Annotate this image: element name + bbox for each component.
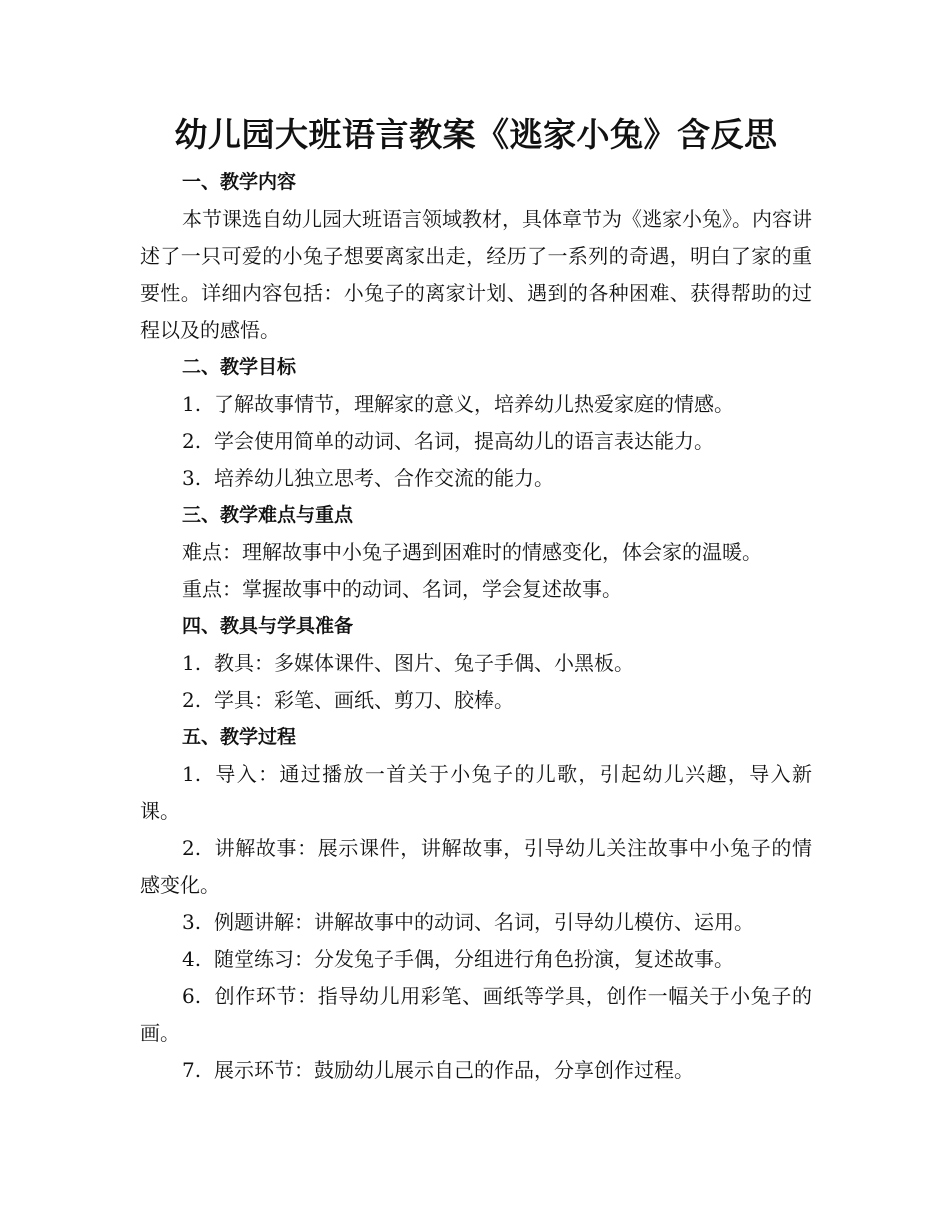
item-text: 学具：彩笔、画纸、剪刀、胶棒。 — [214, 688, 514, 712]
document-title: 幼儿园大班语言教案《逃家小兔》含反思 — [174, 115, 778, 154]
section-heading: 一、教学内容 — [182, 171, 297, 193]
section-teaching-process — [140, 719, 812, 1089]
item-text: 教具：多媒体课件、图片、兔子手偶、小黑板。 — [214, 651, 634, 675]
item-number: 1. — [182, 392, 202, 416]
document-page — [140, 112, 812, 1089]
item-number: 3. — [182, 466, 202, 490]
item-number: 4. — [182, 947, 202, 971]
list-item — [140, 830, 812, 904]
paragraph: 难点：理解故事中小兔子遇到困难时的情感变化，体会家的温暖。 — [182, 540, 762, 564]
item-text: 了解故事情节，理解家的意义，培养幼儿热爱家庭的情感。 — [214, 392, 734, 416]
item-number: 2. — [182, 429, 202, 453]
item-text: 讲解故事：展示课件，讲解故事，引导幼儿关注故事中小兔子的情感变化。 — [140, 836, 812, 897]
list-item — [140, 756, 812, 830]
list-item — [140, 386, 812, 423]
section-heading: 三、教学难点与重点 — [182, 504, 354, 526]
item-text: 随堂练习：分发兔子手偶，分组进行角色扮演，复述故事。 — [214, 947, 734, 971]
list-item — [140, 423, 812, 460]
section-materials — [140, 608, 812, 719]
item-text: 培养幼儿独立思考、合作交流的能力。 — [214, 466, 554, 490]
list-item — [140, 645, 812, 682]
item-number: 7. — [182, 1058, 202, 1082]
list-item — [140, 941, 812, 978]
item-number: 1. — [182, 651, 202, 675]
item-text: 例题讲解：讲解故事中的动词、名词，引导幼儿模仿、运用。 — [214, 910, 754, 934]
list-item — [140, 460, 812, 497]
item-text: 创作环节：指导幼儿用彩笔、画纸等学具，创作一幅关于小兔子的画。 — [140, 984, 812, 1045]
list-item — [140, 904, 812, 941]
paragraph: 本节课选自幼儿园大班语言领域教材，具体章节为《逃家小兔》。内容讲述了一只可爱的小兔子想要离家出走，经历了一系列的奇遇，明白了家的重要性。详细内容包括：小兔子的离家计划、遇到的各种困难、获得帮助的过程以及的感悟。 — [140, 207, 812, 342]
item-number: 1. — [182, 762, 202, 786]
section-heading: 五、教学过程 — [182, 726, 297, 748]
item-text: 学会使用简单的动词、名词，提高幼儿的语言表达能力。 — [214, 429, 714, 453]
section-heading: 四、教具与学具准备 — [182, 615, 354, 637]
item-number: 2. — [182, 688, 202, 712]
section-teaching-content — [140, 164, 812, 349]
section-difficulties-focus — [140, 497, 812, 608]
section-heading: 二、教学目标 — [182, 356, 297, 378]
list-item — [140, 978, 812, 1052]
item-number: 6. — [182, 984, 202, 1008]
item-number: 2. — [182, 836, 202, 860]
list-item — [140, 682, 812, 719]
item-text: 展示环节：鼓励幼儿展示自己的作品，分享创作过程。 — [214, 1058, 694, 1082]
item-text: 导入：通过播放一首关于小兔子的儿歌，引起幼儿兴趣，导入新课。 — [140, 762, 812, 823]
section-teaching-goals — [140, 349, 812, 497]
list-item — [140, 1052, 812, 1089]
item-number: 3. — [182, 910, 202, 934]
paragraph: 重点：掌握故事中的动词、名词，学会复述故事。 — [182, 577, 622, 601]
